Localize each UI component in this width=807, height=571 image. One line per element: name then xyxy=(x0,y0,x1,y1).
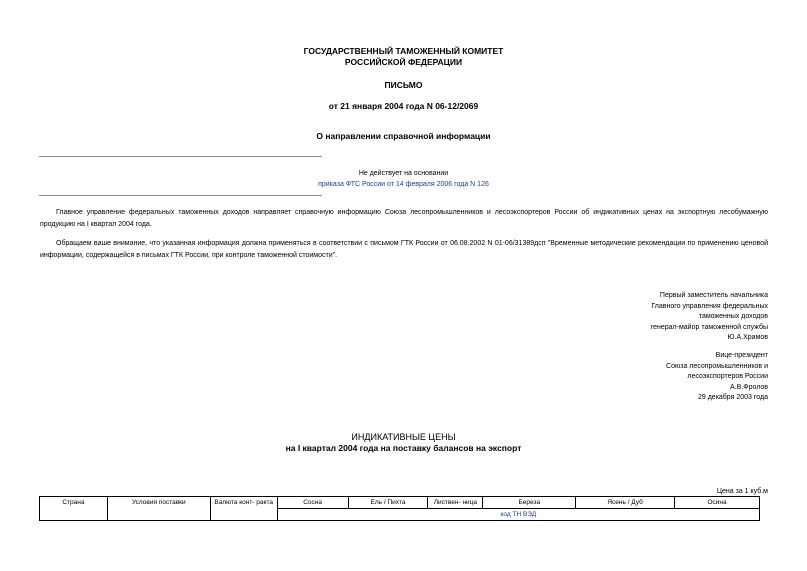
column-header-aspen: Осина xyxy=(675,497,760,509)
status-link[interactable]: приказа ФТС России от 14 февраля 2006 года N 126 xyxy=(318,181,489,188)
signature-block-2 xyxy=(666,351,768,404)
signature2-line2: Союза лесопромышленников и xyxy=(666,362,768,370)
org-name-line2: РОССИЙСКОЙ ФЕДЕРАЦИИ xyxy=(344,57,463,67)
column-header-pine: Сосна xyxy=(277,497,348,509)
document-subject: О направлении справочной информации xyxy=(316,131,491,141)
signature2-line3: лесоэкспортеров России xyxy=(687,373,768,381)
prices-subtitle: на I квартал 2004 года на поставку балансов на экспорт xyxy=(285,443,522,453)
separator-top xyxy=(39,156,322,157)
signature2-date: 29 декабря 2003 года xyxy=(697,394,768,402)
code-tnved-link[interactable]: код ТН ВЭД xyxy=(500,511,537,518)
signature1-line4: генерал-майор таможенной службы xyxy=(650,323,768,331)
prices-table xyxy=(39,496,760,521)
document-type: ПИСЬМО xyxy=(384,80,423,90)
document-date-number: от 21 января 2004 года N 06-12/2069 xyxy=(328,101,479,111)
signature1-line3: таможенных доходов xyxy=(698,313,768,321)
column-header-delivery-terms: Условия поставки xyxy=(107,497,210,521)
column-header-currency: Валюта конт- ракта xyxy=(210,497,277,521)
unit-note: Цена за 1 куб.м xyxy=(716,488,768,495)
column-header-country: Страна xyxy=(40,497,108,521)
body-paragraph-2: Обращаем ваше внимание, что указанная информация должна применяться в соответствии с письмом ГТК России от 06.08.2002 N 01-06/31389дсп "Временные методические рекомендации по применению ценовой информации, содержащейся в письмах ГТК России, при контроле таможенной стоимости". xyxy=(40,240,768,259)
column-header-spruce-fir: Ель / Пихта xyxy=(348,497,428,509)
org-name-line1: ГОСУДАРСТВЕННЫЙ ТАМОЖЕННЫЙ КОМИТЕТ xyxy=(303,46,504,56)
signature1-name: Ю.А.Храмов xyxy=(727,334,768,342)
prices-title: ИНДИКАТИВНЫЕ ЦЕНЫ xyxy=(351,432,456,442)
table-header-row xyxy=(40,497,760,509)
code-tnved-cell xyxy=(277,509,759,521)
status-text: Не действует на основании xyxy=(358,170,449,177)
column-header-birch: Береза xyxy=(483,497,576,509)
column-header-larch: Листвен- ница xyxy=(428,497,483,509)
signature-block-1 xyxy=(651,291,768,344)
signature1-line1: Первый заместитель начальника xyxy=(659,292,768,299)
signature2-name: А.В.Фролов xyxy=(730,383,768,391)
column-header-ash-oak: Ясень / Дуб xyxy=(576,497,675,509)
separator-bottom xyxy=(39,195,322,196)
signature1-line2: Главного управления федеральных xyxy=(651,302,768,310)
signature2-line1: Вице-президент xyxy=(715,352,768,359)
body-paragraph-1: Главное управление федеральных таможенных доходов направляет справочную информацию Союза лесопромышленников и лесоэкспортеров России об индикативных ценах на экспортную лесобумажную продукцию на I квартал 2004 года. xyxy=(40,209,768,228)
